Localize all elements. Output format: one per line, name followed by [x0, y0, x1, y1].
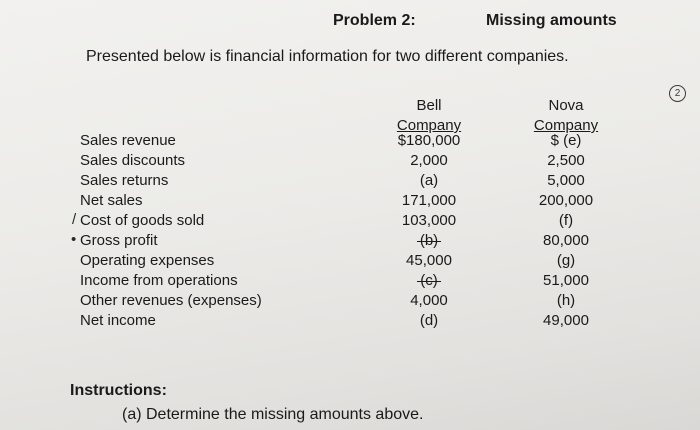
row-label: Net income [80, 312, 156, 329]
bell-value-cell [374, 231, 484, 251]
row-label: Sales discounts [80, 152, 186, 169]
row-label: Sales returns [80, 172, 169, 189]
row-label: Other revenues (expenses) [80, 292, 262, 309]
nova-value: 200,000 [538, 192, 594, 209]
check-mark: / [72, 211, 77, 228]
bell-company-label: Company [396, 117, 462, 134]
row-label: Sales revenue [80, 132, 176, 149]
nova-value: (g) [556, 252, 576, 269]
bell-value: 4,000 [410, 292, 448, 309]
nova-value: $ (e) [550, 132, 582, 149]
bell-value: 45,000 [406, 252, 452, 269]
instruction-item-a: (a) Determine the missing amounts above. [122, 406, 424, 423]
row-label: Net sales [80, 192, 143, 209]
nova-column-header-line1: Nova [548, 97, 584, 114]
problem-topic: Missing amounts [486, 12, 617, 29]
bell-value: (d) [419, 312, 439, 329]
intro-text: Presented below is financial information for two different companies. [86, 48, 569, 65]
bell-value: 2,000 [410, 152, 448, 169]
bell-value-cell [374, 271, 484, 291]
nova-value: 2,500 [547, 152, 585, 169]
instructions-heading: Instructions: [70, 382, 167, 399]
bullet-mark: • [71, 231, 77, 248]
bell-value-crossed: (b) [419, 232, 439, 249]
bell-value: $180,000 [397, 132, 461, 149]
bell-value: 103,000 [401, 212, 457, 229]
problem-number: Problem 2: [333, 12, 416, 29]
nova-value: (f) [558, 212, 574, 229]
nova-value: 51,000 [543, 272, 589, 289]
row-label: Income from operations [80, 272, 238, 289]
bell-value-crossed: (c) [420, 272, 438, 289]
nova-value: 80,000 [543, 232, 589, 249]
bell-value: 171,000 [401, 192, 457, 209]
nova-value: 49,000 [543, 312, 589, 329]
nova-company-label: Company [533, 117, 599, 134]
row-label: Operating expenses [80, 252, 215, 269]
nova-value: 5,000 [547, 172, 585, 189]
row-label: Cost of goods sold [80, 212, 205, 229]
row-label: Gross profit [80, 232, 158, 249]
bell-column-header-line1: Bell [416, 97, 442, 114]
bell-value: (a) [419, 172, 439, 189]
circled-number-annotation: 2 [669, 85, 686, 102]
nova-value: (h) [556, 292, 576, 309]
